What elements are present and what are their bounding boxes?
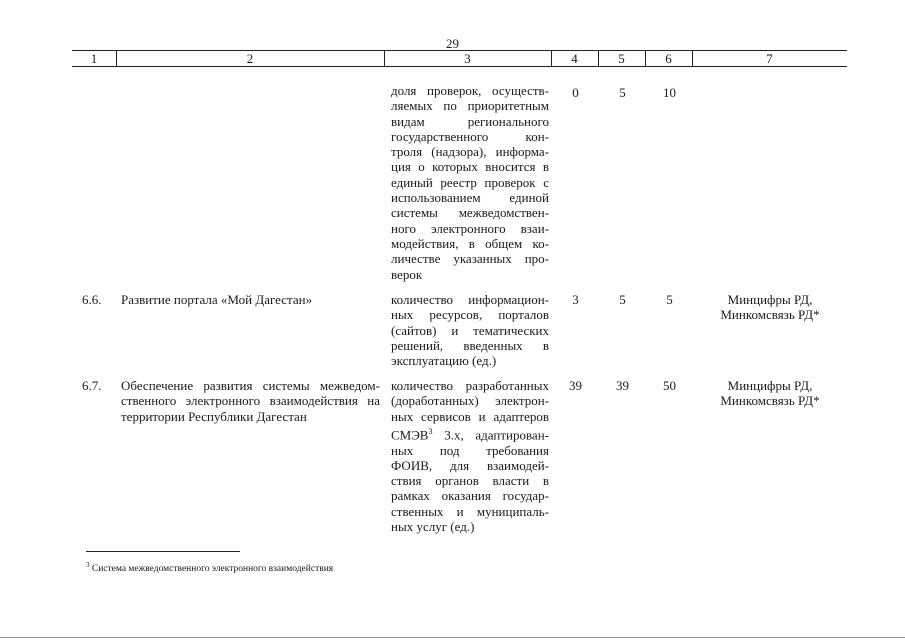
row-6-6-name: Развитие портала «Мой Дагестан»	[121, 292, 313, 307]
header-col-1: 1	[90, 51, 98, 66]
header-col-5: 5	[618, 51, 625, 66]
row-6-7-value-col4: 39	[569, 378, 582, 393]
row-6-6-value-col6: 5	[666, 292, 673, 307]
row-6-6-value-col5: 5	[619, 292, 626, 307]
table-header	[72, 50, 847, 67]
row-6-6-number: 6.6.	[82, 292, 102, 307]
footnote: $^3$ Система межведомственного электронного взаимодействия	[86, 561, 334, 575]
footnote-divider	[86, 551, 240, 552]
row-6-6-value-col4: 3	[572, 292, 579, 307]
row-6-6-indicator: количество информацион- ных ресурсов, порталов (сайтов) и тематических решений, введенных в эксплуатацию (ед.)	[391, 292, 549, 369]
footnote-ref-3: 3	[428, 426, 433, 436]
header-col-2: 2	[246, 51, 254, 66]
row-6-7-name: Обеспечение развития системы межведом- ственного электронного взаимодействия на территории Республики Дагестан	[121, 378, 380, 424]
row-6-6-executor: Минцифры РД, Минкомсвязь РД*	[720, 292, 820, 323]
page-bottom-edge	[0, 637, 905, 638]
row-6-7-indicator: количество разработанных (доработанных) электрон- ных сервисов и адаптеров СМЭВ$^3$ 3.х, адаптирован- ных под требования ФОИВ, для взаимодей- ствия органов власти в рамках оказания государ- ственных и муниципаль- ных услуг (ед.)	[391, 378, 549, 534]
page-number: 29	[446, 36, 459, 51]
row-6-7-value-col6: 50	[663, 378, 676, 393]
header-col-3: 3	[464, 51, 471, 66]
header-col-7: 7	[766, 51, 773, 66]
row-6-7-value-col5: 39	[616, 378, 629, 393]
row-6-7-executor: Минцифры РД, Минкомсвязь РД*	[720, 378, 820, 409]
row1-indicator: доля проверок, осуществ- ляемых по приоритетным видам регионального государственного кон- троля (надзора), информа- ция о которых вносится в единый реестр проверок с использованием единой системы межведомствен- ного электронного взаи- модействия, в общем ко- личестве указанных про- верок	[391, 83, 549, 282]
row1-value-col4: 0	[572, 85, 579, 100]
row1-value-col5: 5	[619, 85, 626, 100]
header-col-6: 6	[665, 51, 672, 66]
row1-value-col6: 10	[663, 85, 676, 100]
row-6-7-number: 6.7.	[82, 378, 102, 393]
header-col-4: 4	[571, 51, 578, 66]
